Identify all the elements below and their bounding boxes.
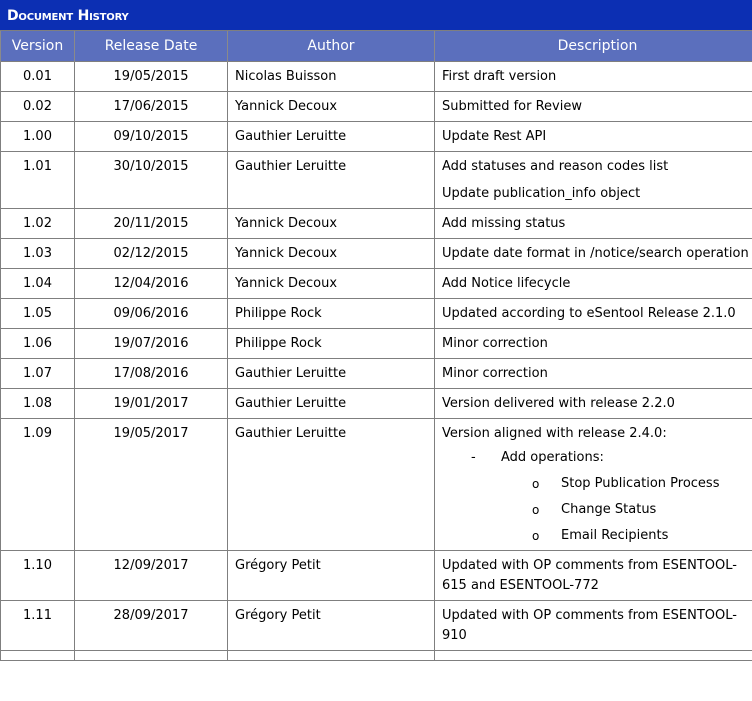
version-cell: 1.09 bbox=[1, 419, 75, 551]
release-date-cell: 17/08/2016 bbox=[75, 359, 228, 389]
version-cell: 1.10 bbox=[1, 551, 75, 601]
table-header-row bbox=[1, 31, 752, 62]
description-cell bbox=[435, 152, 752, 209]
author-cell: Grégory Petit bbox=[228, 551, 435, 601]
author-cell: Gauthier Leruitte bbox=[228, 359, 435, 389]
author-cell: Philippe Rock bbox=[228, 299, 435, 329]
description-cell bbox=[435, 92, 752, 122]
version-cell: 1.06 bbox=[1, 329, 75, 359]
nested-list-item bbox=[442, 526, 752, 546]
table-body bbox=[1, 62, 752, 661]
table-row bbox=[1, 269, 752, 299]
document-history-table bbox=[0, 31, 752, 661]
description-line: Update publication_info object bbox=[442, 186, 641, 201]
circle-bullet-icon: o bbox=[532, 477, 540, 491]
dash-bullet-icon: - bbox=[471, 450, 476, 465]
description-line: Update Rest API bbox=[442, 129, 547, 144]
description-cell bbox=[435, 419, 752, 551]
table-row bbox=[1, 419, 752, 551]
author-cell: Yannick Decoux bbox=[228, 209, 435, 239]
author-cell: Nicolas Buisson bbox=[228, 62, 435, 92]
section-title: Document History bbox=[7, 8, 129, 24]
table-row bbox=[1, 62, 752, 92]
release-date-cell: 19/05/2015 bbox=[75, 62, 228, 92]
nested-list-label: Email Recipients bbox=[561, 528, 669, 543]
release-date-cell: 17/06/2015 bbox=[75, 92, 228, 122]
description-cell bbox=[435, 299, 752, 329]
circle-bullet-icon: o bbox=[532, 503, 540, 517]
release-date-cell: 12/09/2017 bbox=[75, 551, 228, 601]
description-line: Updated with OP comments from ESENTOOL-615 and ESENTOOL-772 bbox=[442, 558, 737, 593]
table-row bbox=[1, 122, 752, 152]
version-cell: 1.05 bbox=[1, 299, 75, 329]
sub-list-label: Add operations: bbox=[501, 450, 604, 465]
description-line: Minor correction bbox=[442, 366, 548, 381]
column-header-release-date: Release Date bbox=[75, 31, 228, 62]
description-cell bbox=[435, 122, 752, 152]
table-row bbox=[1, 601, 752, 651]
description-sub-list bbox=[442, 448, 752, 546]
description-line: Minor correction bbox=[442, 336, 548, 351]
release-date-cell: 02/12/2015 bbox=[75, 239, 228, 269]
version-cell: 1.03 bbox=[1, 239, 75, 269]
description-line: Update date format in /notice/search operation bbox=[442, 246, 749, 261]
author-cell: Yannick Decoux bbox=[228, 239, 435, 269]
description-cell bbox=[435, 329, 752, 359]
sub-list-item bbox=[442, 448, 752, 468]
version-cell: 1.00 bbox=[1, 122, 75, 152]
author-cell: Gauthier Leruitte bbox=[228, 122, 435, 152]
author-cell: Gauthier Leruitte bbox=[228, 389, 435, 419]
circle-bullet-icon: o bbox=[532, 529, 540, 543]
author-cell: Grégory Petit bbox=[228, 601, 435, 651]
table-row bbox=[1, 389, 752, 419]
table-row bbox=[1, 551, 752, 601]
release-date-cell: 09/06/2016 bbox=[75, 299, 228, 329]
table-row bbox=[1, 209, 752, 239]
release-date-cell: 09/10/2015 bbox=[75, 122, 228, 152]
nested-list-item bbox=[442, 500, 752, 520]
description-cell bbox=[435, 209, 752, 239]
description-cell bbox=[435, 389, 752, 419]
description-line: Add Notice lifecycle bbox=[442, 276, 571, 291]
table-row bbox=[1, 359, 752, 389]
release-date-cell: 12/04/2016 bbox=[75, 269, 228, 299]
description-cell bbox=[435, 601, 752, 651]
author-cell: Yannick Decoux bbox=[228, 92, 435, 122]
description-line: Submitted for Review bbox=[442, 99, 582, 114]
description-line: Updated according to eSentool Release 2.1.0 bbox=[442, 306, 736, 321]
version-cell: 1.08 bbox=[1, 389, 75, 419]
author-cell bbox=[228, 651, 435, 661]
table-row bbox=[1, 651, 752, 661]
column-header-author: Author bbox=[228, 31, 435, 62]
release-date-cell: 20/11/2015 bbox=[75, 209, 228, 239]
version-cell bbox=[1, 651, 75, 661]
version-cell: 1.02 bbox=[1, 209, 75, 239]
release-date-cell: 28/09/2017 bbox=[75, 601, 228, 651]
release-date-cell: 19/01/2017 bbox=[75, 389, 228, 419]
author-cell: Philippe Rock bbox=[228, 329, 435, 359]
version-cell: 1.04 bbox=[1, 269, 75, 299]
table-row bbox=[1, 92, 752, 122]
release-date-cell: 19/05/2017 bbox=[75, 419, 228, 551]
release-date-cell: 30/10/2015 bbox=[75, 152, 228, 209]
description-line: Add statuses and reason codes list bbox=[442, 159, 669, 174]
description-cell bbox=[435, 269, 752, 299]
description-line: Updated with OP comments from ESENTOOL-910 bbox=[442, 608, 737, 643]
release-date-cell bbox=[75, 651, 228, 661]
table-row bbox=[1, 329, 752, 359]
column-header-version: Version bbox=[1, 31, 75, 62]
column-header-description: Description bbox=[435, 31, 752, 62]
description-cell bbox=[435, 551, 752, 601]
description-nested-list bbox=[442, 474, 752, 546]
description-cell bbox=[435, 62, 752, 92]
version-cell: 1.07 bbox=[1, 359, 75, 389]
author-cell: Yannick Decoux bbox=[228, 269, 435, 299]
table-row bbox=[1, 152, 752, 209]
description-line: First draft version bbox=[442, 69, 557, 84]
author-cell: Gauthier Leruitte bbox=[228, 152, 435, 209]
nested-list-label: Change Status bbox=[561, 502, 657, 517]
section-header-bar bbox=[0, 0, 752, 31]
description-line: Version delivered with release 2.2.0 bbox=[442, 396, 675, 411]
description-cell bbox=[435, 651, 752, 661]
table-row bbox=[1, 239, 752, 269]
version-cell: 1.11 bbox=[1, 601, 75, 651]
description-line: Add missing status bbox=[442, 216, 566, 231]
nested-list-label: Stop Publication Process bbox=[561, 476, 720, 491]
version-cell: 1.01 bbox=[1, 152, 75, 209]
description-cell bbox=[435, 359, 752, 389]
description-cell bbox=[435, 239, 752, 269]
release-date-cell: 19/07/2016 bbox=[75, 329, 228, 359]
author-cell: Gauthier Leruitte bbox=[228, 419, 435, 551]
description-line: Version aligned with release 2.4.0: bbox=[442, 426, 667, 441]
version-cell: 0.01 bbox=[1, 62, 75, 92]
table-row bbox=[1, 299, 752, 329]
nested-list-item bbox=[442, 474, 752, 494]
version-cell: 0.02 bbox=[1, 92, 75, 122]
